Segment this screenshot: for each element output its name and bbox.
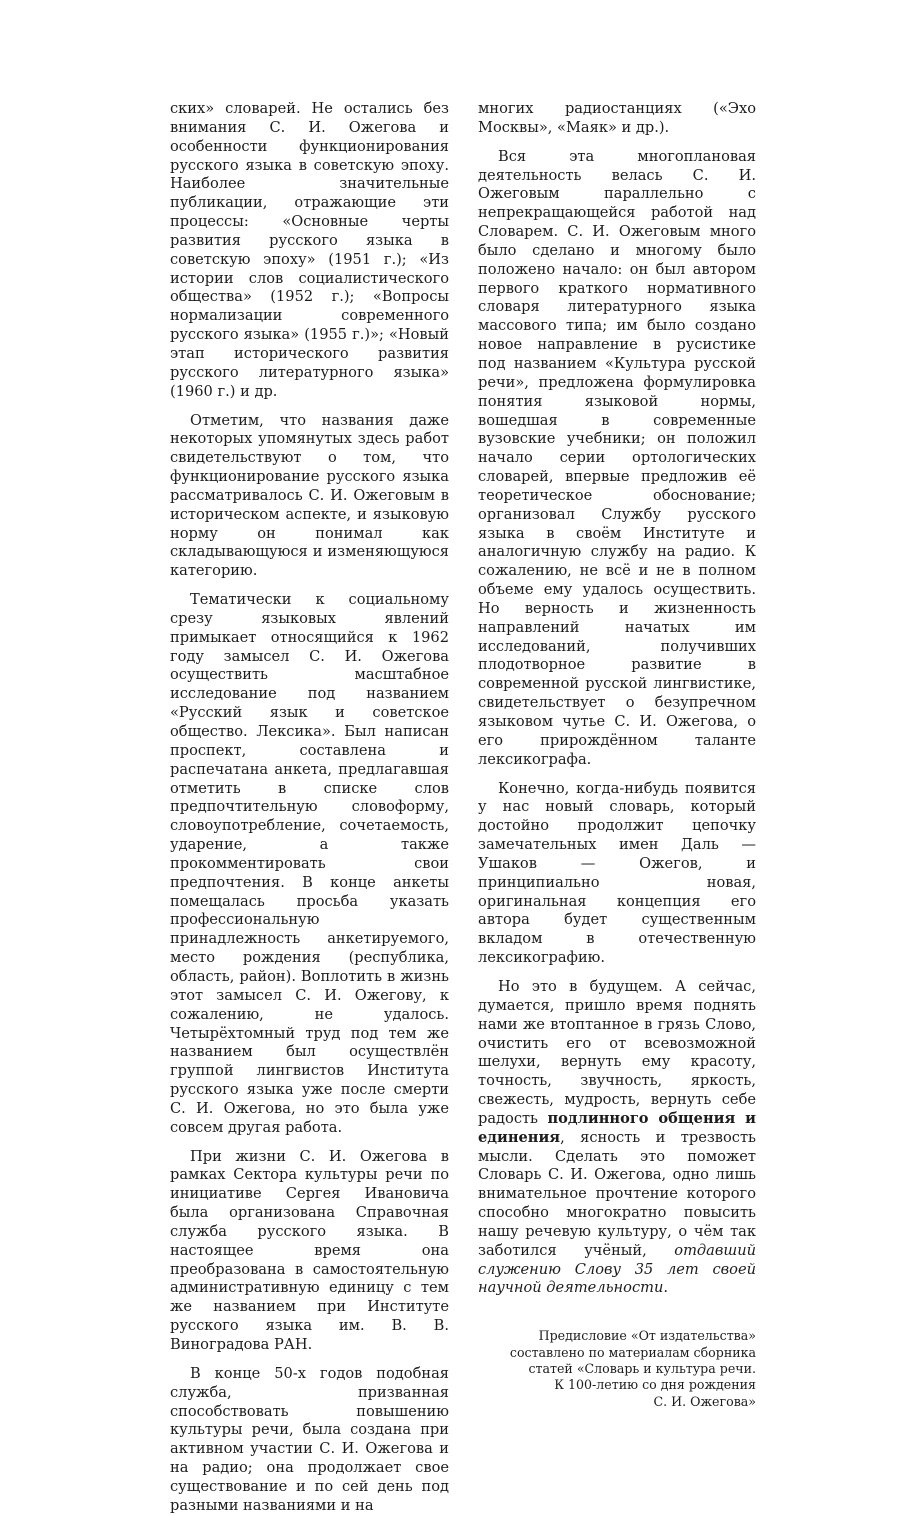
attribution-line: С. И. Ожегова» — [653, 1393, 756, 1409]
text-run: , ясность и трезвость мысли. Сделать это поможет Словарь С. И. Ожегова, одно лишь внимательное прочтение которого способно многократно повысить нашу речевую культуру, о чём так заботился учёный, — [478, 1128, 756, 1259]
attribution-line: Предисловие «От издательства» — [538, 1328, 756, 1344]
text-run: . — [663, 1279, 669, 1297]
paragraph: При жизни С. И. Ожегова в рамках Сектора культуры речи по инициативе Сергея Ивановича была организована Справочная служба русского языка. В настоящее время она преобразована в самостоятельную административную единицу с тем же названием при Институте русского языка им. В. В. Виноградова РАН. — [170, 1147, 449, 1353]
paragraph-final — [478, 978, 756, 1298]
paragraph: многих радиостанциях («Эхо Москвы», «Маяк» и др.). — [478, 100, 756, 136]
attribution-line: К 100-летию со дня рождения — [554, 1377, 756, 1393]
paragraph: В конце 50-х годов подобная служба, призванная способствовать повышению культуры речи, была создана при активном участии С. И. Ожегова и на радио; она продолжает свое существование и по сей день под разными названиями и на — [170, 1364, 449, 1514]
paragraph: Тематически к социальному срезу языковых явлений примыкает относящийся к 1962 году замысел С. И. Ожегова осуществить масштабное исследование под названием «Русский язык и советское общество. Лексика». Был написан проспект, составлена и распечатана анкета, предлагавшая отметить в списке слов предпочтительную словоформу, словоупотребление, сочетаемость, ударение, а также прокомментировать свои предпочтения. В конце анкеты помещалась просьба указать профессиональную принадлежность анкетируемого, место рождения (республика, область, район). Воплотить в жизнь этот замысел С. И. Ожегову, к сожалению, не удалось. Четырёхтомный труд под тем же названием был осуществлён группой лингвистов Института русского языка уже после смерти С. И. Ожегова, но это была уже совсем другая работа. — [170, 591, 449, 1136]
attribution-line: составлено по материалам сборника — [509, 1344, 756, 1360]
right-column — [478, 100, 756, 1410]
attribution — [478, 1328, 756, 1409]
paragraph: Отметим, что названия даже некоторых упомянутых здесь работ свидетельствуют о том, что функционирование русского языка рассматривалось С. И. Ожеговым в историческом аспекте, и языковую норму он понимал как складывающуюся и изменяющуюся категорию. — [170, 411, 449, 580]
left-column — [170, 100, 449, 1516]
text-run: Но это в будущем. А сейчас, думается, пришло время поднять нами же втоптанное в грязь Слово, очистить его от всевозможной шелухи, вернуть ему красоту, точность, звучность, яркость, свежесть, мудрость, вернуть себе радость — [478, 977, 756, 1127]
paragraph: ских» словарей. Не остались без внимания С. И. Ожегова и особенности функционирования русского языка в советскую эпоху. Наиболее значительные публикации, отражающие эти процессы: «Основные черты развития русского языка в советскую эпоху» (1951 г.); «Из истории слов социалистического общества» (1952 г.); «Вопросы нормализации современного русского языка» (1955 г.)»; «Новый этап исторического развития русского литературного языка» (1960 г.) и др. — [170, 100, 449, 400]
paragraph: Вся эта многоплановая деятельность велась С. И. Ожеговым параллельно с непрекращающейся работой над Словарем. С. И. Ожеговым много было сделано и многому было положено начало: он был автором первого краткого нормативного словаря литературного языка массового типа; им было создано новое направление в русистике под названием «Культура русской речи», предложена формулировка понятия языковой нормы, вошедшая в современные вузовские учебники; он положил начало серии ортологических словарей, впервые предложив её теоретическое обоснование; организовал Службу русского языка в своём Институте и аналогичную службу на радио. К сожалению, не всё и не в полном объеме ему удалось осуществить. Но верность и жизненность направлений начатых им исследований, получивших плодотворное развитие в современной русской лингвистике, свидетельствует о безупречном языковом чутье С. И. Ожегова, о его прирождённом таланте лексикографа. — [478, 147, 756, 768]
paragraph: Конечно, когда-нибудь появится у нас новый словарь, который достойно продолжит цепочку замечательных имен Даль — Ушаков — Ожегов, и принципиально новая, оригинальная концепция его автора будет существенным вкладом в отечественную лексикографию. — [478, 779, 756, 967]
italic-phrase: отдавший служению Слову 35 лет своей научной деятельности — [478, 1241, 756, 1297]
attribution-line: статей «Словарь и культура речи. — [528, 1360, 756, 1376]
bold-phrase: подлинного общения и единения — [478, 1109, 756, 1146]
